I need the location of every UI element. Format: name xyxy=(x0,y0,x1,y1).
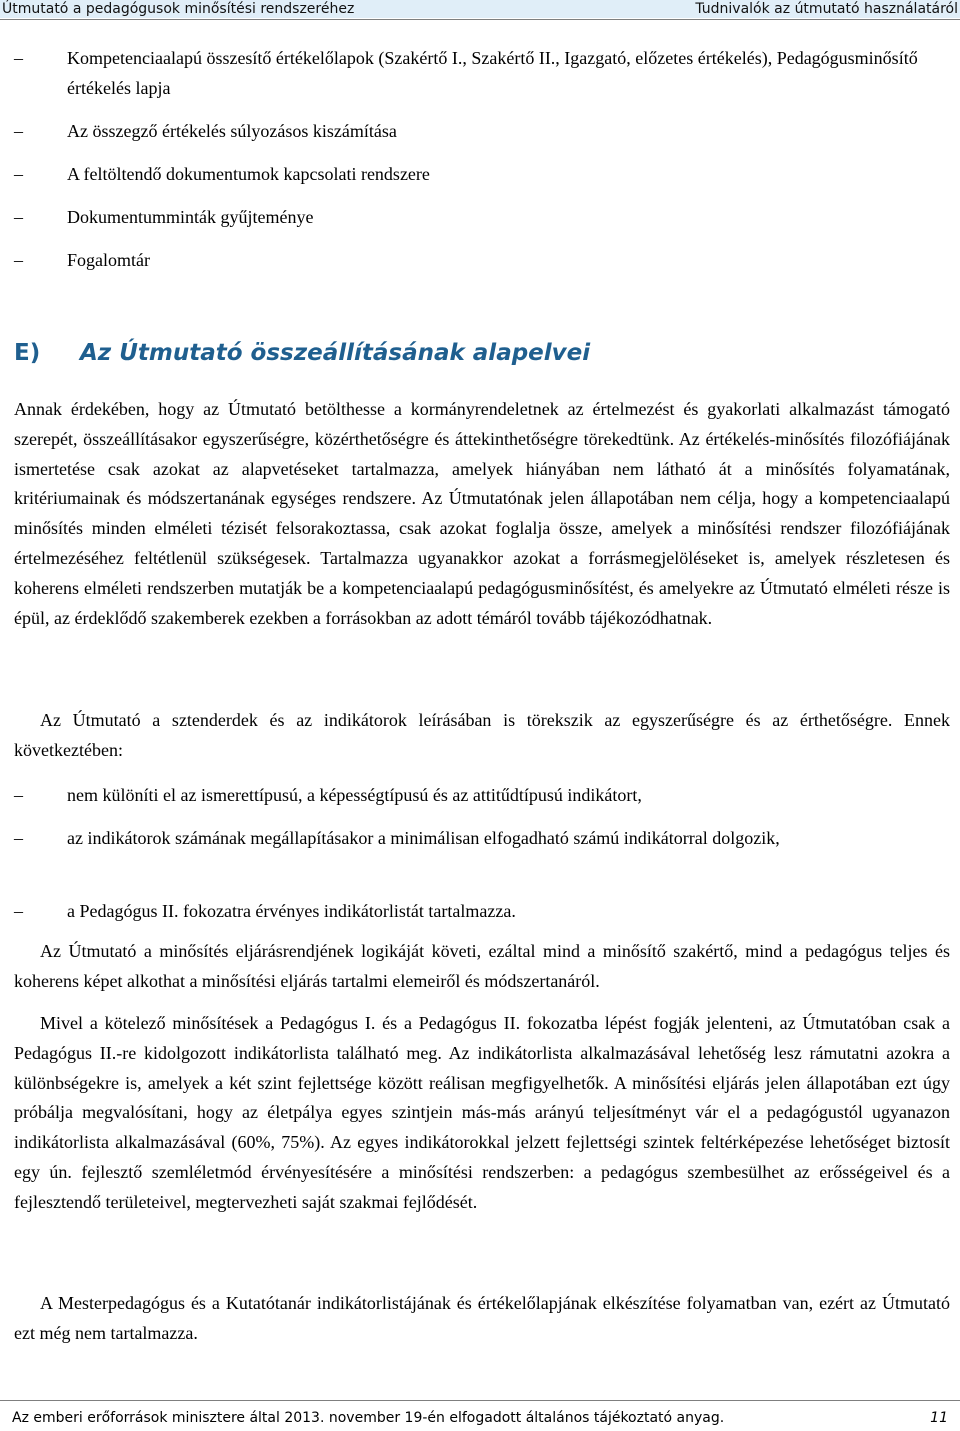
dash-bullet-icon: – xyxy=(14,250,23,270)
dash-bullet-icon: – xyxy=(14,48,23,68)
paragraph: Az Útmutató a sztenderdek és az indikátorok leírásában is törekszik az egyszerűségre és az érthetőségre. Ennek következtében: xyxy=(14,710,950,760)
list-item: – Az összegző értékelés súlyozásos kiszámítása xyxy=(14,116,950,146)
paragraph: Az Útmutató a minősítés eljárásrendjének logikáját követi, ezáltal mind a minősítő szakértő, mind a pedagógus teljes és koherens képet alkothat a minősítési eljárás tartalmi elemeiről és módszertanáról. xyxy=(14,941,950,991)
paragraph: Mivel a kötelező minősítések a Pedagógus I. és a Pedagógus II. fokozatba lépést fogják jelenteni, az Útmutatóban csak a Pedagógus II.-re kidolgozott indikátorlista található meg. Az indikátorlista alkalmazásával lehetőség lesz rámutatni azokra a különbségekre is, amelyek a két szint fejlettsége között reálisan megfigyelhetők. A minősítési eljárás jelen állapotában ezt úgy próbálja megvalósítani, hogy az életpálya egyes szintjein más-más arányú teljesítményt vár el a pedagógustól ugyanazon indikátorlista alkalmazásával (60%, 75%). Az egyes indikátorokkal jelzett fejlettségi szintek feltérképezése lehetőséget biztosít egy ún. fejlesztő szemléletmód érvényesítésére a minősítési rendszerben: a pedagógus szembesülhet az erősségeivel és a fejlesztendő területeivel, megtervezheti saját szakmai fejlődését. xyxy=(14,1013,950,1212)
list-item: – nem különíti el az ismerettípusú, a képességtípusú és az attitűdtípusú indikátort, xyxy=(14,780,950,810)
section-heading xyxy=(14,333,944,373)
header-document-title: Útmutató a pedagógusok minősítési rendszeréhez xyxy=(2,1,355,17)
section-title: Az Útmutató összeállításának alapelvei xyxy=(80,340,591,366)
list-item: – A feltöltendő dokumentumok kapcsolati rendszere xyxy=(14,159,950,189)
dash-bullet-icon: – xyxy=(14,785,23,805)
dash-bullet-icon: – xyxy=(14,901,23,921)
list-item: – az indikátorok számának megállapításakor a minimálisan elfogadható számú indikátorral dolgozik, xyxy=(14,823,950,853)
list-item: – Dokumentumminták gyűjteménye xyxy=(14,202,950,232)
header-divider xyxy=(0,19,960,20)
list-item: – Fogalomtár xyxy=(14,245,950,275)
paragraph: A Mesterpedagógus és a Kutatótanár indikátorlistájának és értékelőlapjának elkészítése folyamatban van, ezért az Útmutató ezt még nem tartalmazza. xyxy=(14,1293,950,1343)
section-letter: E) xyxy=(14,340,41,366)
page-number: 11 xyxy=(930,1410,948,1426)
dash-bullet-icon: – xyxy=(14,828,23,848)
dash-bullet-icon: – xyxy=(14,121,23,141)
list-item: – a Pedagógus II. fokozatra érvényes indikátorlistát tartalmazza. xyxy=(14,896,950,926)
running-header xyxy=(0,0,960,18)
list-item: – Kompetenciaalapú összesítő értékelőlapok (Szakértő I., Szakértő II., Igazgató, előzetes értékelés), Pedagógusminősítő értékelés lapja xyxy=(14,43,950,103)
header-section-title: Tudnivalók az útmutató használatáról xyxy=(695,1,958,17)
dash-bullet-icon: – xyxy=(14,207,23,227)
footer-note: Az emberi erőforrások minisztere által 2013. november 19-én elfogadott általános tájékoztató anyag. xyxy=(12,1410,725,1426)
dash-bullet-icon: – xyxy=(14,164,23,184)
footer-divider xyxy=(0,1400,960,1401)
page-footer xyxy=(0,1408,960,1428)
paragraph: Annak érdekében, hogy az Útmutató betölthesse a kormányrendeletnek az értelmezést és gyakorlati alkalmazást támogató szerepét, összeállításakor egyszerűségre, közérthetőségre és áttekinthetőségre törekedtünk. Az értékelés-minősítés filozófiájának ismertetése csak azokat az alapvetéseket tartalmazza, amelyek hiányában nem látható át a minősítés folyamatának, kritériumainak és módszertanának egységes rendszere. Az Útmutatónak jelen állapotában nem célja, hogy a kompetenciaalapú minősítés minden elméleti tézisét felsorakoztassa, csak azokat foglalja össze, amelyek a minősítési rendszer filozófiájának értelmezéséhez feltétlenül szükségesek. Tartalmazza ugyanakkor azokat a forrásmegjelöléseket is, amelyek részletesen és koherens elméleti rendszerben mutatják be a kompetenciaalapú pedagógusminősítést, és amelyekre az Útmutató elméleti része is épül, az érdeklődő szakemberek ezekben a forrásokban az adott témáról tovább tájékozódhatnak. xyxy=(14,399,950,628)
